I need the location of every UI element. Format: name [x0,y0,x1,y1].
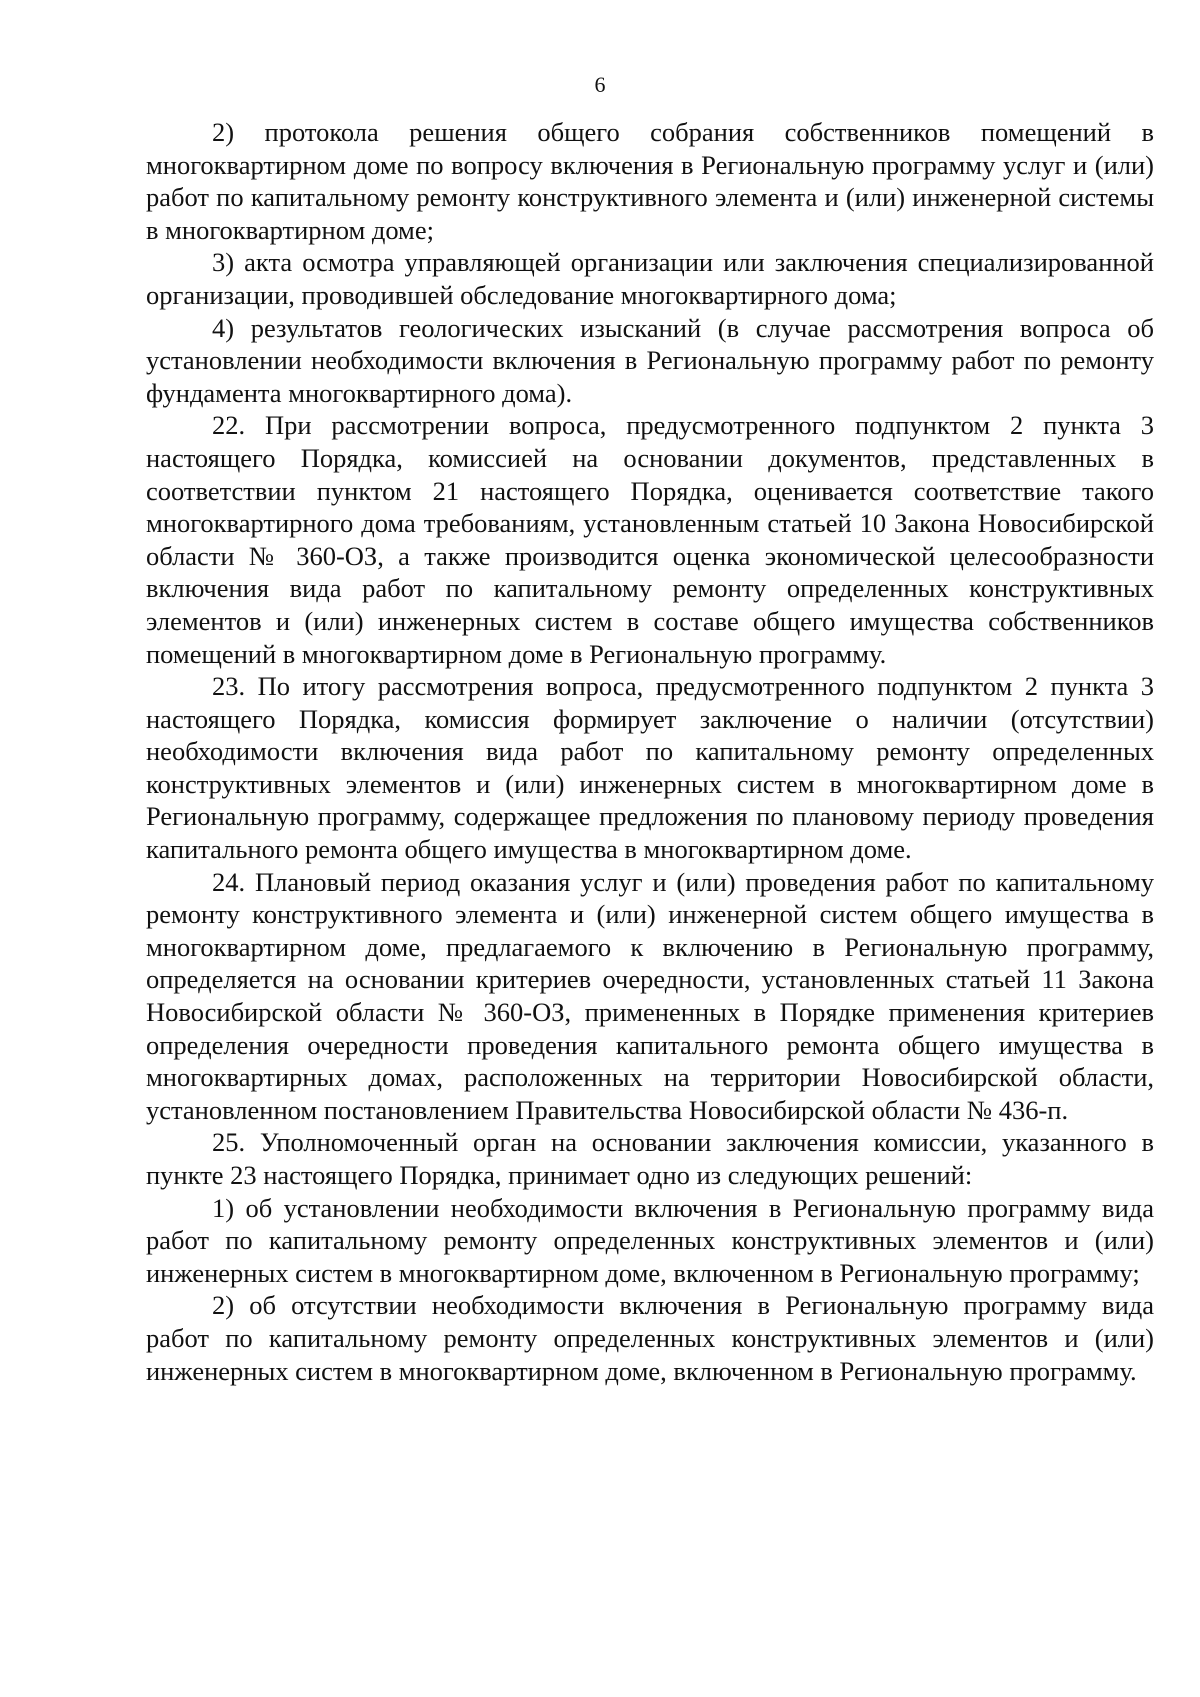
paragraph-item-3-inspection-act: 3) акта осмотра управляющей организации или заключения специализированной организации, проводившей обследование многоквартирного дома; [146,247,1154,310]
paragraph-24: 24. Плановый период оказания услуг и (или) проведения работ по капитальному ремонту конструктивного элемента и (или) инженерной систем общего имущества в многоквартирном доме, предлагаемого к включению в Региональную программу, определяется на основании критериев очередности, установленных статьей 11 Закона Новосибирской области № 360-ОЗ, примененных в Порядке применения критериев определения очередности проведения капитального ремонта общего имущества в многоквартирных домах, расположенных на территории Новосибирской области, установленном постановлением Правительства Новосибирской области № 436-п. [146,866,1154,1125]
paragraph-25-item-2: 2) об отсутствии необходимости включения в Региональную программу вида работ по капитальному ремонту определенных конструктивных элементов и (или) инженерных систем в многоквартирном доме, включенном в Региональную программу. [146,1290,1154,1386]
paragraph-25: 25. Уполномоченный орган на основании заключения комиссии, указанного в пункте 23 настоящего Порядка, принимает одно из следующих решений: [146,1127,1154,1190]
page-number: 6 [594,72,606,97]
paragraph-23: 23. По итогу рассмотрения вопроса, предусмотренного подпунктом 2 пункта 3 настоящего Порядка, комиссия формирует заключение о наличии (отсутствии) необходимости включения вида работ по капитальному ремонту определенных конструктивных элементов и (или) инженерных систем в многоквартирном доме в Региональную программу, содержащее предложения по плановому периоду проведения капитального ремонта общего имущества в многоквартирном доме. [146,671,1154,865]
paragraph-22: 22. При рассмотрении вопроса, предусмотренного подпунктом 2 пункта 3 настоящего Порядка, комиссией на основании документов, представленных в соответствии пунктом 21 настоящего Порядка, оценивается соответствие такого многоквартирного дома требованиям, установленным статьей 10 Закона Новосибирской области № 360-ОЗ, а также производится оценка экономической целесообразности включения вида работ по капитальному ремонту определенных конструктивных элементов и (или) инженерных систем в составе общего имущества собственников помещений в многоквартирном доме в Региональную программу. [146,410,1154,669]
document-body [146,116,1154,1387]
paragraph-item-2-protocol: 2) протокола решения общего собрания собственников помещений в многоквартирном доме по вопросу включения в Региональную программу услуг и (или) работ по капитальному ремонту конструктивного элемента и (или) инженерной системы в многоквартирном доме; [146,117,1154,245]
paragraph-25-item-1: 1) об установлении необходимости включения в Региональную программу вида работ по капитальному ремонту определенных конструктивных элементов и (или) инженерных систем в многоквартирном доме, включенном в Региональную программу; [146,1192,1154,1288]
paragraph-item-4-geological-survey: 4) результатов геологических изысканий (в случае рассмотрения вопроса об установлении необходимости включения в Региональную программу работ по ремонту фундамента многоквартирного дома). [146,312,1154,408]
